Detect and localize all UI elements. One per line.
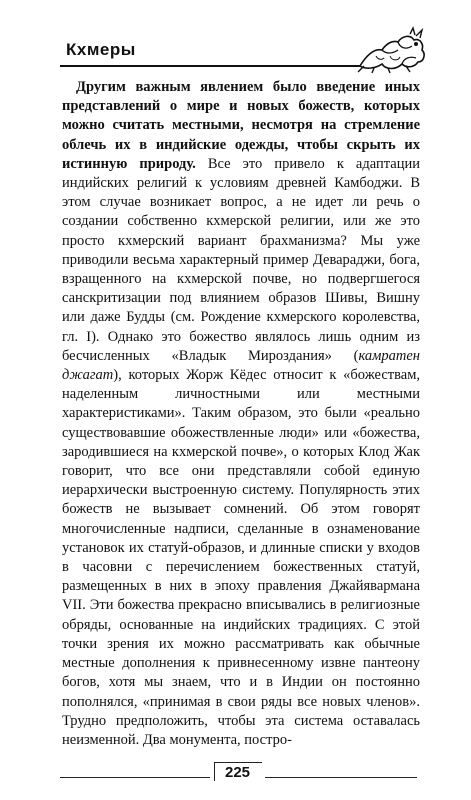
chapter-title: Кхмеры [66, 40, 136, 59]
dragon-ornament-icon [352, 26, 428, 74]
main-text [62, 78, 420, 750]
header-rule [60, 65, 360, 67]
page-footer [60, 758, 420, 788]
bold-intro: Другим важным явлением было введение иных представлений о мире и новых божеств, которых можно считать местными, несмотря на стремление облечь их в индийские одежды, чтобы скрыть их истинную природу. [62, 79, 420, 172]
running-header [60, 38, 425, 64]
text-segment: Все это привело к адаптации индийских религий к условиям древней Камбоджи. В этом случае возникает вопрос, а не идет ли речь о создании собственно кхмерской религии, или же это просто кхмерский вариант брахманизма? Мы уже приводили весьма характерный пример Девараджи, бога, взращенного на кхмерской почве, но подвергшегося санскритизации под влиянием образов Шивы, Вишну или даже Будды (см. Рождение кхмерского королевства, гл. I). Однако это божество являлось лишь одним из бесчисленных «Владык Мироздания» ( [62, 155, 420, 364]
page-number: 225 [224, 764, 251, 781]
footer-rule-left [60, 777, 210, 778]
paragraph [62, 78, 420, 750]
footer-rule-right [265, 777, 417, 778]
text-segment-continued: ), которых Жорж Кёдес относит к «божествам, наделенным личностными или местными характеристиками». Таким образом, это были «реально существовавшие обожествленные люди» или «божества, зародившиеся на кхмерской почве», о которых Клод Жак говорит, что все они представляли собой единую иерархически выстроенную систему. Популярность этих божеств не вызывает сомнений. Об этом говорят многочисленные надписи, сделанные в ознаменование установок их статуй-образов, и длинные списки у входов в часовни с перечислением божественных статуй, размещенных в них в эпоху правления Джайявармана VII. Эти божества прекрасно вписывались в религиозные обряды, основанные на индийских традициях. С этой точки зрения их можно рассматривать как обычные местные дополнения к привнесенному извне пантеону богов, хотя мы знаем, что и в Индии он постоянно пополнялся, «принимая в свои ряды все новых членов». Трудно предположить, чтобы эта система оставалась неизменной. Два монумента, постро- [62, 367, 420, 748]
italic-term: камратен джагат [62, 347, 420, 384]
